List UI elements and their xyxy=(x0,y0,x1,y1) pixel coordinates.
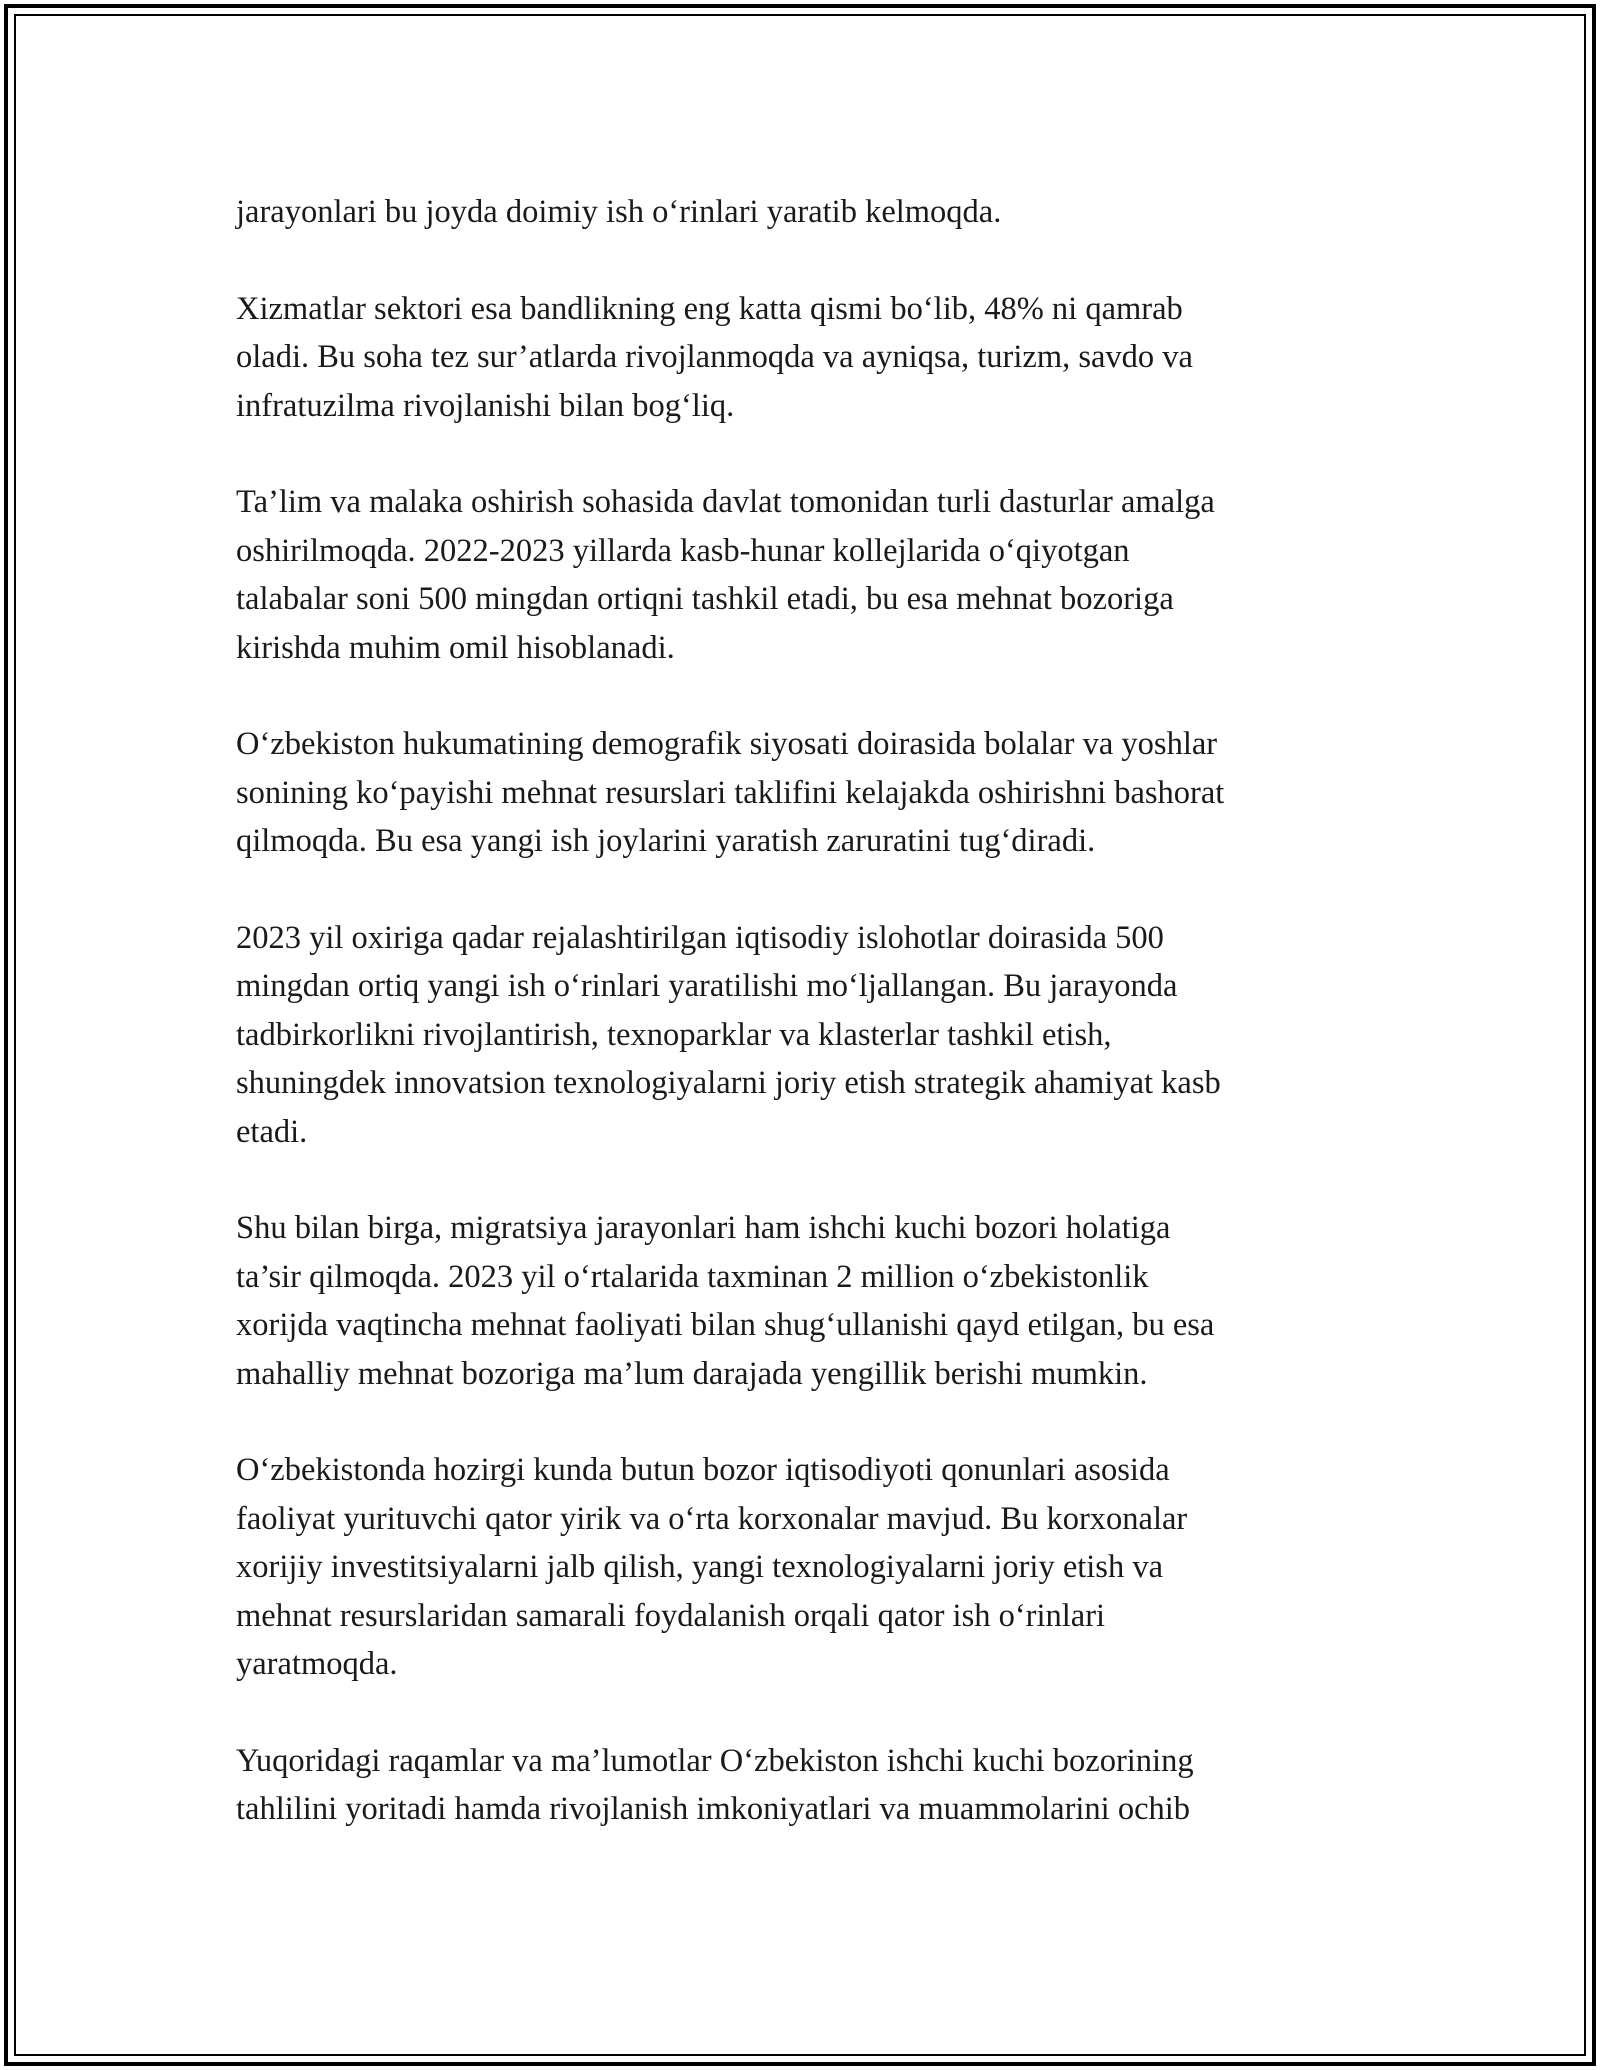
document-body xyxy=(236,188,1386,1834)
text-line: yaratmoqda. xyxy=(236,1646,398,1683)
text-line: xorijda vaqtincha mehnat faoliyati bilan shug‘ullanishi qayd etilgan, bu esa xyxy=(236,1307,1215,1344)
paragraph xyxy=(236,720,1386,865)
text-line: qilmoqda. Bu esa yangi ish joylarini yaratish zaruratini tug‘diradi. xyxy=(236,823,1096,860)
text-line: tadbirkorlikni rivojlantirish, texnoparklar va klasterlar tashkil etish, xyxy=(236,1016,1112,1053)
text-line: mahalliy mehnat bozoriga ma’lum darajada yengillik berishi mumkin. xyxy=(236,1355,1148,1392)
text-line: tahlilini yoritadi hamda rivojlanish imkoniyatlari va muammolarini ochib xyxy=(236,1791,1191,1828)
paragraph xyxy=(236,285,1386,430)
text-line: talabalar soni 500 mingdan ortiqni tashkil etadi, bu esa mehnat bozoriga xyxy=(236,581,1174,618)
text-line: 2023 yil oxiriga qadar rejalashtirilgan iqtisodiy islohotlar doirasida 500 xyxy=(236,920,1164,957)
text-line: oladi. Bu soha tez sur’atlarda rivojlanmoqda va ayniqsa, turizm, savdo va xyxy=(236,339,1193,376)
paragraph xyxy=(236,1446,1386,1688)
text-line: shuningdek innovatsion texnologiyalarni joriy etish strategik ahamiyat kasb xyxy=(236,1065,1221,1102)
text-line: sonining ko‘payishi mehnat resurslari taklifini kelajakda oshirishni bashorat xyxy=(236,774,1225,811)
paragraph xyxy=(236,914,1386,1156)
text-line: O‘zbekiston hukumatining demografik siyosati doirasida bolalar va yoshlar xyxy=(236,726,1218,763)
text-line: infratuzilma rivojlanishi bilan bog‘liq. xyxy=(236,387,735,424)
text-line: Ta’lim va malaka oshirish sohasida davlat tomonidan turli dasturlar amalga xyxy=(236,484,1215,521)
paragraph xyxy=(236,1737,1386,1834)
text-line: mingdan ortiq yangi ish o‘rinlari yaratilishi mo‘ljallangan. Bu jarayonda xyxy=(236,968,1178,1005)
text-line: oshirilmoqda. 2022-2023 yillarda kasb-hunar kollejlarida o‘qiyotgan xyxy=(236,532,1130,569)
text-line: Xizmatlar sektori esa bandlikning eng katta qismi bo‘lib, 48% ni qamrab xyxy=(236,290,1183,327)
text-line: faoliyat yurituvchi qator yirik va o‘rta korxonalar mavjud. Bu korxonalar xyxy=(236,1500,1188,1537)
paragraph xyxy=(236,1204,1386,1398)
paragraph xyxy=(236,188,1386,236)
text-line: Yuqoridagi raqamlar va ma’lumotlar O‘zbekiston ishchi kuchi bozorining xyxy=(236,1742,1194,1779)
text-line: kirishda muhim omil hisoblanadi. xyxy=(236,629,675,666)
text-line: jarayonlari bu joyda doimiy ish o‘rinlari yaratib kelmoqda. xyxy=(236,194,1002,230)
text-line: xorijiy investitsiyalarni jalb qilish, yangi texnologiyalarni joriy etish va xyxy=(236,1549,1163,1586)
text-line: Shu bilan birga, migratsiya jarayonlari ham ishchi kuchi bozori holatiga xyxy=(236,1210,1171,1247)
text-line: O‘zbekistonda hozirgi kunda butun bozor iqtisodiyoti qonunlari asosida xyxy=(236,1452,1170,1489)
text-line: mehnat resurslaridan samarali foydalanish orqali qator ish o‘rinlari xyxy=(236,1597,1106,1634)
text-line: ta’sir qilmoqda. 2023 yil o‘rtalarida taxminan 2 million o‘zbekistonlik xyxy=(236,1258,1149,1295)
paragraph xyxy=(236,478,1386,672)
text-line: etadi. xyxy=(236,1113,308,1150)
